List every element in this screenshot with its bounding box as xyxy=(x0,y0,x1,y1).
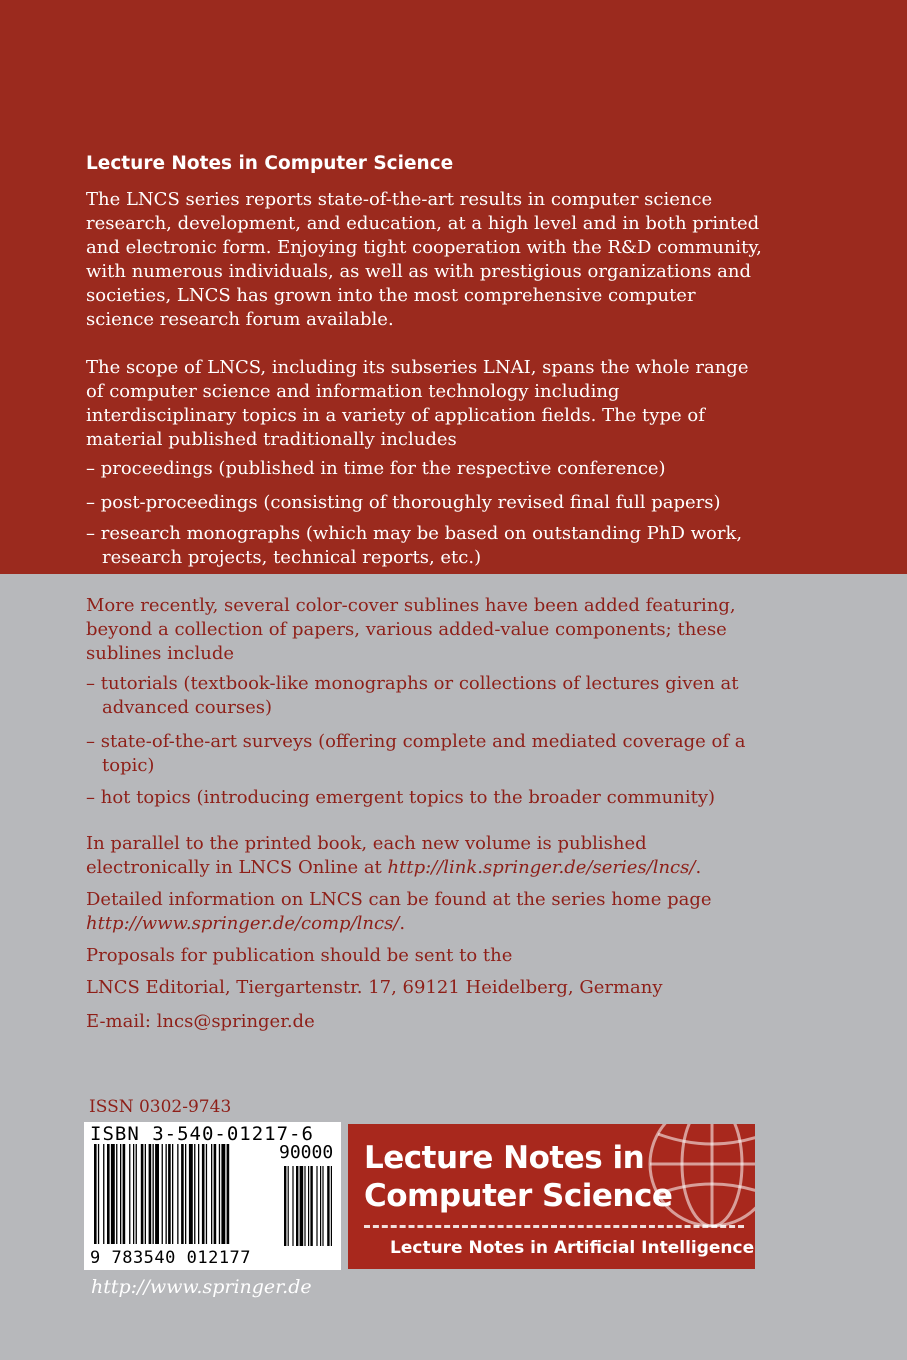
addon-bar xyxy=(304,1166,305,1246)
barcode-bar xyxy=(145,1144,146,1244)
barcode-bar xyxy=(98,1144,99,1244)
barcode-bar xyxy=(211,1144,212,1244)
addon-bar xyxy=(296,1166,298,1246)
list-item: – research monographs (which may be based on outstanding PhD work, research projects, technical reports, etc.) xyxy=(86,523,743,568)
isbn-text: ISBN 3-540-01217-6 xyxy=(90,1123,314,1145)
info-paragraph xyxy=(86,888,766,936)
info-url-link[interactable]: http://www.springer.de/comp/lncs/ xyxy=(86,913,400,934)
top-panel xyxy=(0,0,907,574)
barcode-bar xyxy=(202,1144,205,1244)
barcode-bar xyxy=(155,1144,159,1244)
addon-bar xyxy=(327,1166,329,1246)
barcode-bar xyxy=(194,1144,195,1244)
series-logo xyxy=(348,1124,755,1269)
barcode-bar xyxy=(177,1144,178,1244)
online-url-link[interactable]: http://link.springer.de/series/lncs/ xyxy=(387,857,696,878)
list-item: – hot topics (introducing emergent topics to the broader community) xyxy=(86,787,716,808)
online-text: In parallel to the printed book, each new volume is published electronically in LNCS Online at xyxy=(86,833,647,878)
editorial-address: LNCS Editorial, Tiergartenstr. 17, 69121 Heidelberg, Germany xyxy=(86,977,663,998)
barcode xyxy=(84,1122,341,1270)
addon-bar xyxy=(320,1166,321,1246)
barcode-bar xyxy=(123,1144,126,1244)
barcode-bar xyxy=(185,1144,186,1244)
barcode-bar xyxy=(136,1144,137,1244)
intro-paragraph: The LNCS series reports state-of-the-art results in computer science research, development, and education, at a high level and in both printed and electronic form. Enjoying tight cooperation with the R&D community, with numerous individuals, as well as with prestigious organizations and societies, LNCS has grown into the most comprehensive computer science research forum available. xyxy=(86,189,762,330)
barcode-bar xyxy=(181,1144,184,1244)
barcode-bar xyxy=(129,1144,130,1244)
list-item: – proceedings (published in time for the respective conference) xyxy=(86,458,666,479)
series-title: Lecture Notes in Computer Science xyxy=(86,153,454,174)
list-item: – state-of-the-art surveys (offering complete and mediated coverage of a topic) xyxy=(86,731,746,776)
barcode-bar xyxy=(198,1144,199,1244)
barcode-bar xyxy=(227,1144,230,1244)
online-end: . xyxy=(695,857,702,878)
addon-bar xyxy=(288,1166,289,1246)
barcode-bar xyxy=(141,1144,144,1244)
issn-label: ISSN 0302-9743 xyxy=(89,1097,232,1117)
barcode-bar xyxy=(166,1144,167,1244)
barcode-bar xyxy=(214,1144,217,1244)
online-paragraph xyxy=(86,832,766,880)
addon-bar xyxy=(322,1166,323,1246)
addon-bar xyxy=(316,1166,317,1246)
barcode-bar xyxy=(107,1144,110,1244)
sublines-paragraph: More recently, several color-cover sublines have been added featuring, beyond a collection of papers, various added-value components; these sublines include xyxy=(86,595,736,664)
barcode-bar xyxy=(221,1144,225,1244)
barcode-bar xyxy=(172,1144,173,1244)
list-item: – post-proceedings (consisting of thoroughly revised final full papers) xyxy=(86,492,721,513)
addon-bar xyxy=(300,1166,304,1246)
addon-bar xyxy=(292,1166,293,1246)
barcode-bar xyxy=(120,1144,121,1244)
scope-paragraph: The scope of LNCS, including its subseries LNAI, spans the whole range of computer science and information technology including interdisciplinary topics in a variety of application fields. The type of material published traditionally includes xyxy=(86,357,749,450)
barcode-bar xyxy=(153,1144,154,1244)
logo-title-line2: Computer Science xyxy=(364,1178,673,1214)
addon-bar xyxy=(310,1166,312,1246)
logo-subtitle: Lecture Notes in Artificial Intelligence xyxy=(390,1238,755,1258)
logo-divider xyxy=(364,1225,744,1228)
addon-bar xyxy=(331,1166,332,1246)
publisher-website-link[interactable]: http://www.springer.de xyxy=(91,1276,312,1298)
email-text: E-mail: lncs@springer.de xyxy=(86,1011,315,1032)
ean-digits: 9 783540 012177 xyxy=(90,1248,252,1268)
barcode-bar xyxy=(133,1144,134,1244)
barcode-bar xyxy=(111,1144,115,1244)
info-end: . xyxy=(399,913,406,934)
barcode-bar xyxy=(94,1144,97,1244)
barcode-bar xyxy=(189,1144,193,1244)
logo-title-line1: Lecture Notes in xyxy=(364,1140,645,1176)
barcode-bar xyxy=(116,1144,117,1244)
addon-bar xyxy=(308,1166,309,1246)
price-addon-digits: 90000 xyxy=(279,1142,334,1163)
barcode-bar xyxy=(206,1144,207,1244)
barcode-bar xyxy=(162,1144,163,1244)
list-item: – tutorials (textbook-like monographs or collections of lectures given at advanced courses) xyxy=(86,673,739,718)
barcode-bar xyxy=(219,1144,220,1244)
proposals-text: Proposals for publication should be sent to the xyxy=(86,945,513,966)
addon-bar xyxy=(284,1166,286,1246)
barcode-bar xyxy=(149,1144,152,1244)
barcode-bar xyxy=(103,1144,104,1244)
barcode-bar xyxy=(168,1144,171,1244)
info-text: Detailed information on LNCS can be found at the series home page xyxy=(86,889,712,910)
